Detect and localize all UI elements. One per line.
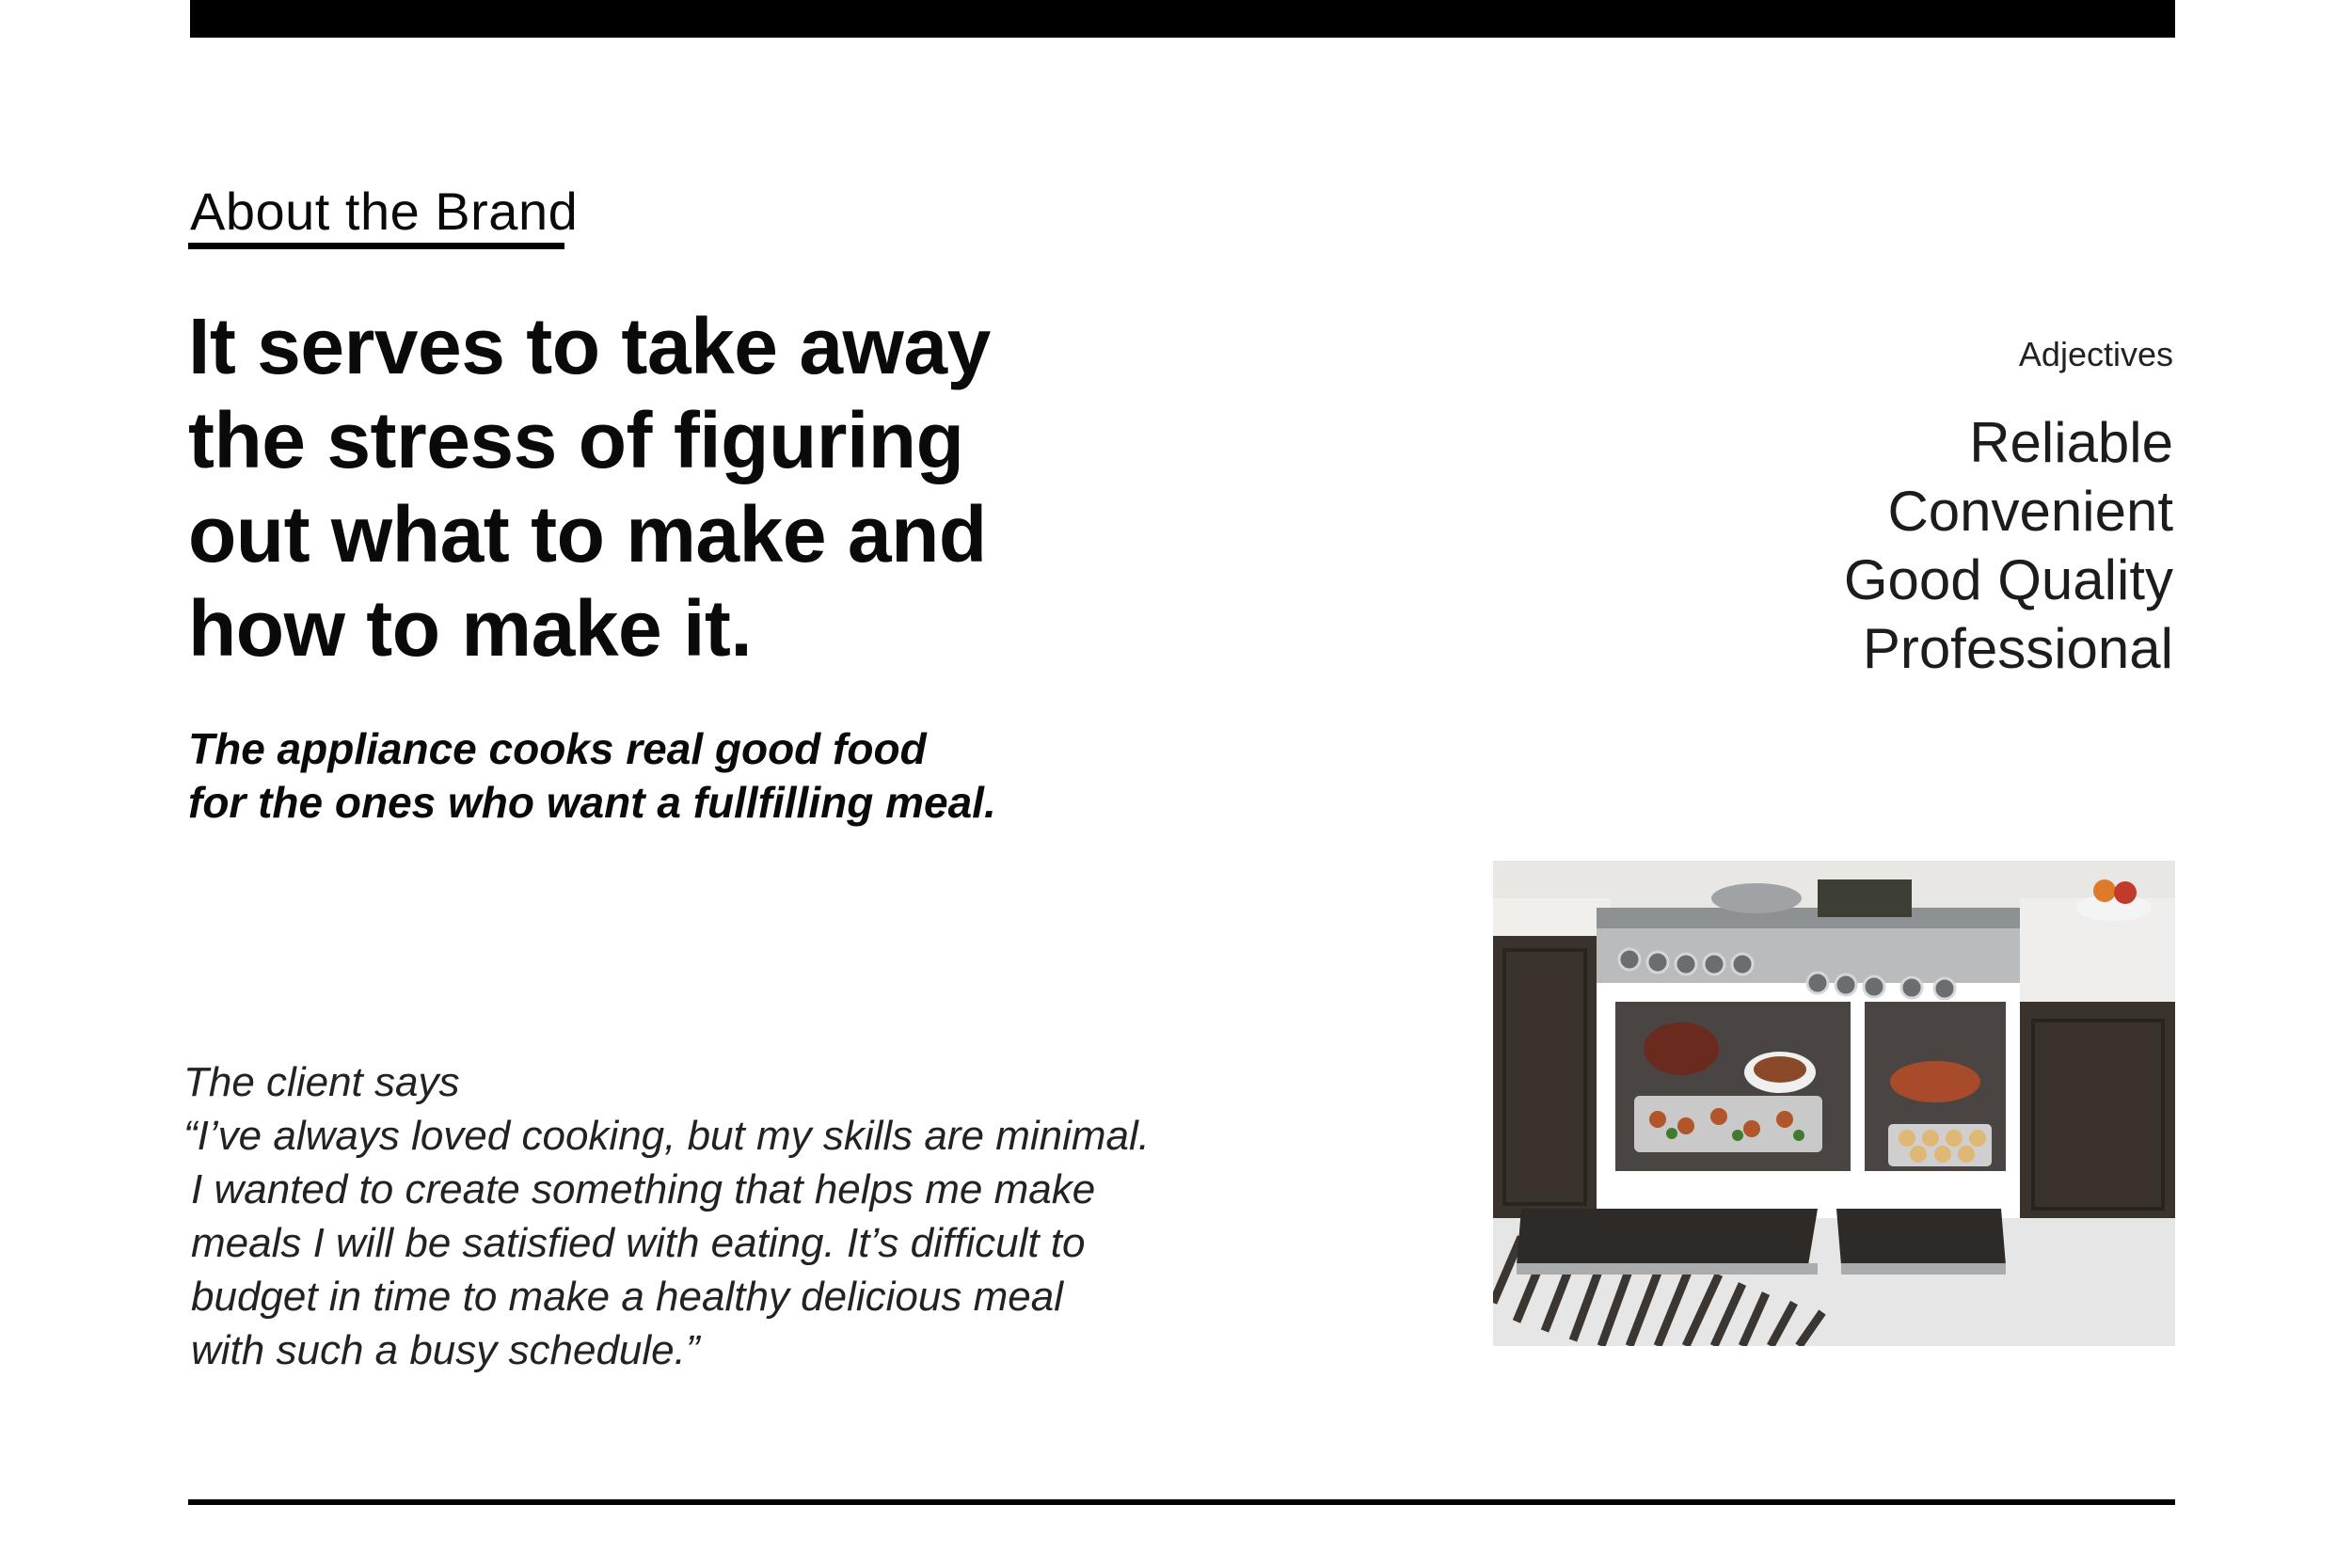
headline-line: how to make it. — [188, 584, 753, 673]
client-intro: The client says — [183, 1059, 460, 1105]
adjective-item: Professional — [1862, 617, 2173, 680]
top-bar — [190, 0, 2175, 38]
subheadline-line: The appliance cooks real good food — [188, 724, 927, 773]
adjective-item: Good Quality — [1843, 548, 2173, 611]
quote-line: budget in time to make a healthy delicious meal — [191, 1274, 1063, 1320]
adjective-item: Convenient — [1887, 480, 2173, 543]
adjectives-list — [1515, 408, 2173, 683]
adjective-item: Reliable — [1969, 411, 2173, 474]
bottom-rule — [188, 1499, 2175, 1505]
quote-line: with such a busy schedule.” — [191, 1327, 700, 1373]
subheadline-line: for the ones who want a fullfilling meal. — [188, 778, 996, 827]
range-oven-photo — [1493, 861, 2175, 1346]
quote-line: I wanted to create something that helps me make — [191, 1166, 1096, 1212]
headline-line: the stress of figuring — [188, 396, 964, 484]
section-underline — [188, 243, 564, 249]
headline-line: It serves to take away — [188, 302, 991, 390]
headline — [188, 299, 1035, 675]
headline-line: out what to make and — [188, 490, 987, 578]
client-quote — [183, 1055, 1218, 1377]
section-title: About the Brand — [190, 182, 579, 241]
adjectives-label: Adjectives — [2018, 335, 2173, 373]
quote-line: “I’ve always loved cooking, but my skills are minimal. — [183, 1113, 1151, 1159]
quote-line: meals I will be satisfied with eating. It’s difficult to — [191, 1220, 1086, 1266]
subheadline — [188, 722, 1129, 830]
